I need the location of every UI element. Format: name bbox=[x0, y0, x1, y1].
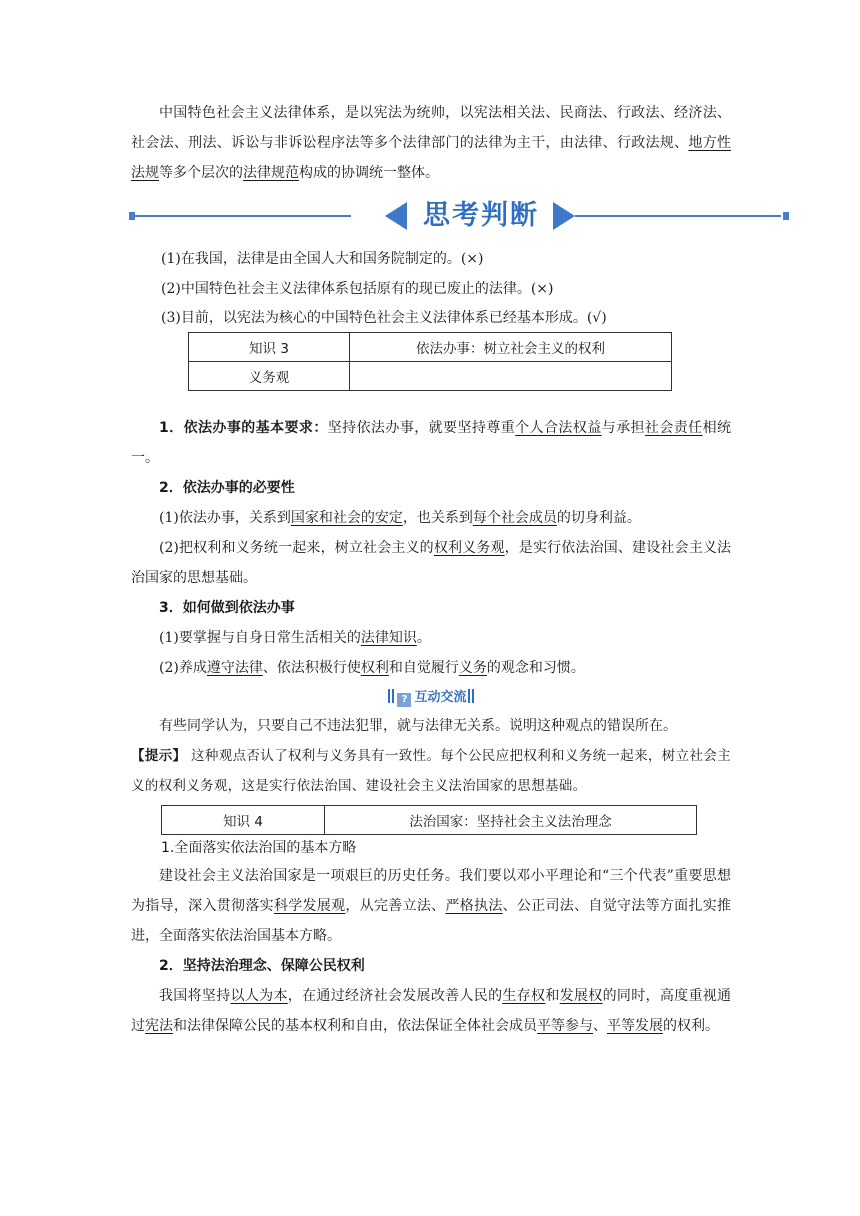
banner-arrow-right-icon bbox=[553, 202, 575, 230]
body-text: 的同时，高度重视通过 bbox=[131, 988, 732, 1034]
intro-underline-2: 法律规范 bbox=[243, 165, 299, 181]
knowledge-4-title: 法治国家：坚持社会主义法治理念 bbox=[325, 806, 697, 835]
body-text: 的切身利益。 bbox=[556, 510, 641, 526]
underline-term: 法律知识 bbox=[360, 630, 417, 646]
intro-text: 构成的协调统一整体。 bbox=[299, 165, 439, 181]
underline-term: 发展权 bbox=[559, 988, 603, 1004]
section-2-point-1 bbox=[131, 503, 731, 533]
banner-title: 思考判断 bbox=[423, 200, 539, 231]
knowledge-4-number: 知识 4 bbox=[162, 806, 325, 835]
body-text: ，在通过经济社会发展改善人民的 bbox=[287, 988, 503, 1004]
underline-term: 权利 bbox=[360, 660, 389, 676]
exchange-question: 有些同学认为，只要自己不违法犯罪，就与法律无关系。说明这种观点的错误所在。 bbox=[159, 718, 677, 734]
section-4-heading: 1.全面落实依法治国的基本方略 bbox=[161, 840, 357, 856]
knowledge-3-table bbox=[188, 332, 672, 391]
underline-term: 生存权 bbox=[502, 988, 546, 1004]
body-text: 相统一。 bbox=[131, 420, 732, 466]
thinking-banner bbox=[127, 192, 791, 242]
banner-line-left bbox=[135, 215, 351, 217]
body-text: 、公正司法、自觉守法等方面扎实推进，全面落实依法治国基本方略。 bbox=[131, 898, 732, 944]
intro-underline-1: 地方性法规 bbox=[131, 135, 732, 181]
body-text: 我国将坚持 bbox=[159, 988, 231, 1004]
body-text: ，从完善立法、 bbox=[345, 898, 446, 914]
underline-term: 以人为本 bbox=[230, 988, 288, 1004]
section-2-point-2 bbox=[131, 533, 731, 593]
underline-term: 每个社会成员 bbox=[472, 510, 557, 526]
knowledge-3-title: 依法办事：树立社会主义的权利 bbox=[350, 333, 672, 362]
question-mark-icon: ? bbox=[397, 693, 411, 707]
intro-text: 中国特色社会主义法律体系，是以宪法为统帅，以宪法相关法、民商法、行政法、经济法、社会法、刑法、诉讼与非诉讼程序法等多个法律部门的法律为主干，由法律、行政法规、 bbox=[131, 105, 731, 151]
exchange-bar-icon bbox=[468, 689, 470, 703]
judgment-list bbox=[161, 244, 731, 332]
underline-term: 遵守法律 bbox=[206, 660, 263, 676]
section-1-paragraph bbox=[131, 413, 731, 473]
hint-text: 这种观点否认了权利与义务具有一致性。每个公民应把权利和义务统一起来，树立社会主义的权利义务观，这是实行依法治国、建设社会主义法治国家的思想基础。 bbox=[131, 748, 731, 794]
knowledge-3-title-cont: 义务观 bbox=[189, 362, 350, 391]
document-page bbox=[131, 98, 731, 1041]
body-text: 、依法积极行使 bbox=[262, 660, 361, 676]
exchange-label bbox=[131, 685, 731, 711]
underline-term: 权利义务观 bbox=[433, 540, 505, 556]
body-text: 和自觉履行 bbox=[388, 660, 459, 676]
hint-label: 【提示】 bbox=[131, 748, 187, 764]
exchange-bar-icon bbox=[392, 689, 394, 703]
body-text: 的权利。 bbox=[663, 1018, 719, 1034]
body-text: (2)把权利和义务统一起来，树立社会主义的 bbox=[159, 540, 434, 556]
body-text: 建设社会主义法治国家是一项艰巨的历史任务。我们要以邓小平理论和“三个代表”重要思想为指导，深入贯彻落实 bbox=[131, 868, 731, 914]
section-5-heading: 2．坚持法治理念、保障公民权利 bbox=[159, 958, 365, 974]
body-text: (1)依法办事，关系到 bbox=[159, 510, 291, 526]
section-3-heading: 3．如何做到依法办事 bbox=[159, 600, 295, 616]
body-text: 坚持依法办事，就要坚持尊重 bbox=[327, 420, 516, 436]
banner-dot-right bbox=[783, 212, 789, 220]
underline-term: 严格执法 bbox=[445, 898, 503, 914]
body-text: 和法律保障公民的基本权利和自由，依法保证全体社会成员 bbox=[173, 1018, 537, 1034]
underline-term: 国家和社会的安定 bbox=[290, 510, 403, 526]
knowledge-3-number: 知识 3 bbox=[189, 333, 350, 362]
body-text: ，是实行依法治国、建设社会主义法治国家的思想基础。 bbox=[131, 540, 732, 586]
exchange-bar-icon bbox=[472, 689, 474, 703]
underline-term: 个人合法权益 bbox=[515, 420, 602, 436]
underline-term: 科学发展观 bbox=[273, 898, 346, 914]
exchange-label-text: 互动交流 bbox=[414, 690, 467, 705]
underline-term: 义务 bbox=[458, 660, 487, 676]
body-text: 与承担 bbox=[601, 420, 645, 436]
section-3-point-1 bbox=[131, 623, 731, 653]
exchange-bar-icon bbox=[388, 689, 390, 703]
intro-text: 等多个层次的 bbox=[159, 165, 243, 181]
exchange-hint bbox=[131, 741, 731, 801]
underline-term: 宪法 bbox=[145, 1018, 173, 1034]
intro-paragraph bbox=[131, 98, 731, 188]
section-2-heading: 2．依法办事的必要性 bbox=[159, 480, 295, 496]
banner-line-right bbox=[575, 215, 781, 217]
underline-term: 社会责任 bbox=[644, 420, 703, 436]
body-text: (1)要掌握与自身日常生活相关的 bbox=[159, 630, 361, 646]
section-3-point-2 bbox=[131, 653, 731, 683]
underline-term: 平等发展 bbox=[607, 1018, 663, 1034]
body-text: 。 bbox=[416, 630, 431, 646]
underline-term: 平等参与 bbox=[537, 1018, 593, 1034]
knowledge-4-table bbox=[161, 805, 697, 835]
body-text: 、 bbox=[593, 1018, 607, 1034]
body-text: (2)养成 bbox=[159, 660, 207, 676]
judgment-item: (3)目前，以宪法为核心的中国特色社会主义法律体系已经基本形成。(√) bbox=[161, 310, 607, 326]
body-text: 的观念和习惯。 bbox=[486, 660, 585, 676]
banner-arrow-left-icon bbox=[385, 202, 407, 230]
judgment-item: (1)在我国，法律是由全国人大和国务院制定的。(×) bbox=[161, 251, 484, 267]
knowledge-3-empty-cell bbox=[350, 362, 672, 391]
body-text: ，也关系到 bbox=[402, 510, 473, 526]
body-text: 和 bbox=[545, 988, 560, 1004]
section-5-paragraph bbox=[131, 981, 731, 1041]
section-4-paragraph bbox=[131, 861, 731, 951]
section-1-heading: 1．依法办事的基本要求： bbox=[159, 420, 328, 436]
judgment-item: (2)中国特色社会主义法律体系包括原有的现已废止的法律。(×) bbox=[161, 281, 554, 297]
